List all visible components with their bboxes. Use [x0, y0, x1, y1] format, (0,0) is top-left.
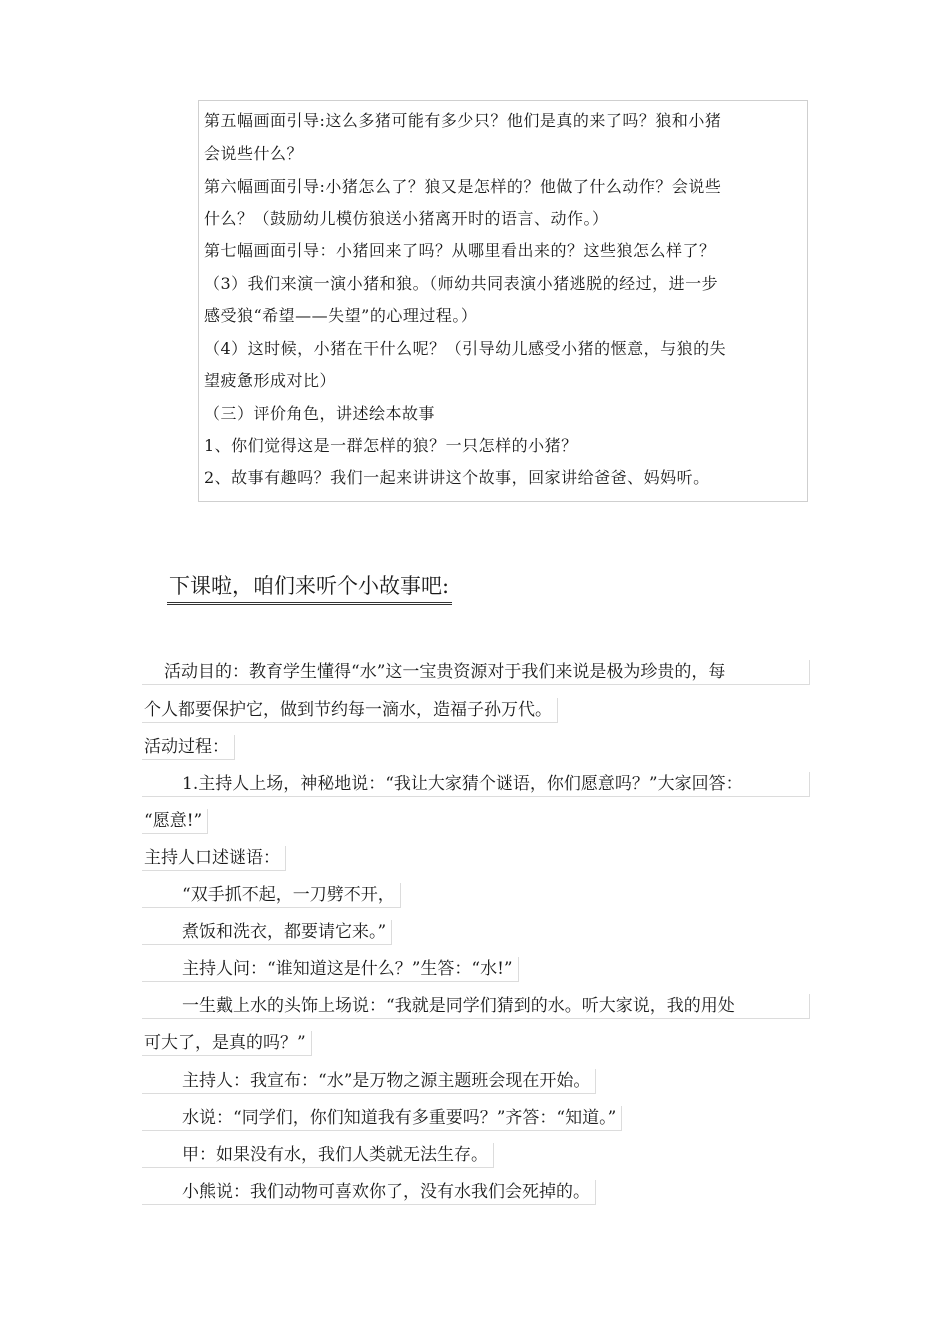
box-line: 第七幅画面引导：小猪回来了吗？从哪里看出来的？这些狼怎么样了？	[204, 241, 716, 260]
box-line: （4）这时候，小猪在干什么呢？（引导幼儿感受小猪的惬意，与狼的失	[204, 339, 727, 358]
box-line: 感受狼“希望——失望”的心理过程。）	[204, 306, 478, 325]
story-line: 活动目的：教育学生懂得“水”这一宝贵资源对于我们来说是极为珍贵的，每	[142, 660, 810, 685]
box-line: 第六幅画面引导:小猪怎么了？狼又是怎样的？他做了什么动作？会说些	[204, 177, 722, 196]
box-line: 望疲惫形成对比）	[204, 371, 337, 390]
box-line: 什么？（鼓励幼儿模仿狼送小猪离开时的语言、动作。）	[204, 209, 609, 228]
story-line: 可大了，是真的吗？”	[142, 1031, 312, 1056]
box-line: 1、你们觉得这是一群怎样的狼？一只怎样的小猪？	[204, 436, 578, 455]
story-line: 甲：如果没有水，我们人类就无法生存。	[142, 1143, 494, 1168]
story-line: “愿意!”	[142, 809, 208, 834]
box-line: 第五幅画面引导:这么多猪可能有多少只？他们是真的来了吗？狼和小猪	[204, 111, 722, 130]
box-line: （三）评价角色，讲述绘本故事	[204, 404, 436, 423]
section-heading: 下课啦，咱们来听个小故事吧:	[167, 572, 452, 605]
story-line: 煮饭和洗衣，都要请它来。”	[142, 920, 392, 945]
story-line: 水说：“同学们，你们知道我有多重要吗？”齐答：“知道。”	[142, 1106, 622, 1131]
box-line: 会说些什么？	[204, 144, 304, 163]
story-line: 主持人口述谜语：	[142, 846, 286, 871]
story-line: 主持人：我宣布：“水”是万物之源主题班会现在开始。	[142, 1069, 596, 1094]
story-line: “双手抓不起，一刀劈不开，	[142, 883, 401, 908]
story-line: 1.主持人上场，神秘地说：“我让大家猜个谜语，你们愿意吗？”大家回答：	[142, 772, 810, 797]
story-line: 个人都要保护它，做到节约每一滴水，造福子孙万代。	[142, 698, 558, 723]
story-line: 主持人问：“谁知道这是什么？”生答：“水!”	[142, 957, 519, 982]
box-line: （3）我们来演一演小猪和狼。（师幼共同表演小猪逃脱的经过，进一步	[204, 274, 719, 293]
story-line: 小熊说：我们动物可喜欢你了，没有水我们会死掉的。	[142, 1180, 596, 1205]
lesson-steps-box	[198, 100, 808, 502]
story-line: 一生戴上水的头饰上场说：“我就是同学们猜到的水。听大家说，我的用处	[142, 994, 810, 1019]
story-line: 活动过程：	[142, 735, 235, 760]
box-line: 2、故事有趣吗？我们一起来讲讲这个故事，回家讲给爸爸、妈妈听。	[204, 468, 710, 487]
